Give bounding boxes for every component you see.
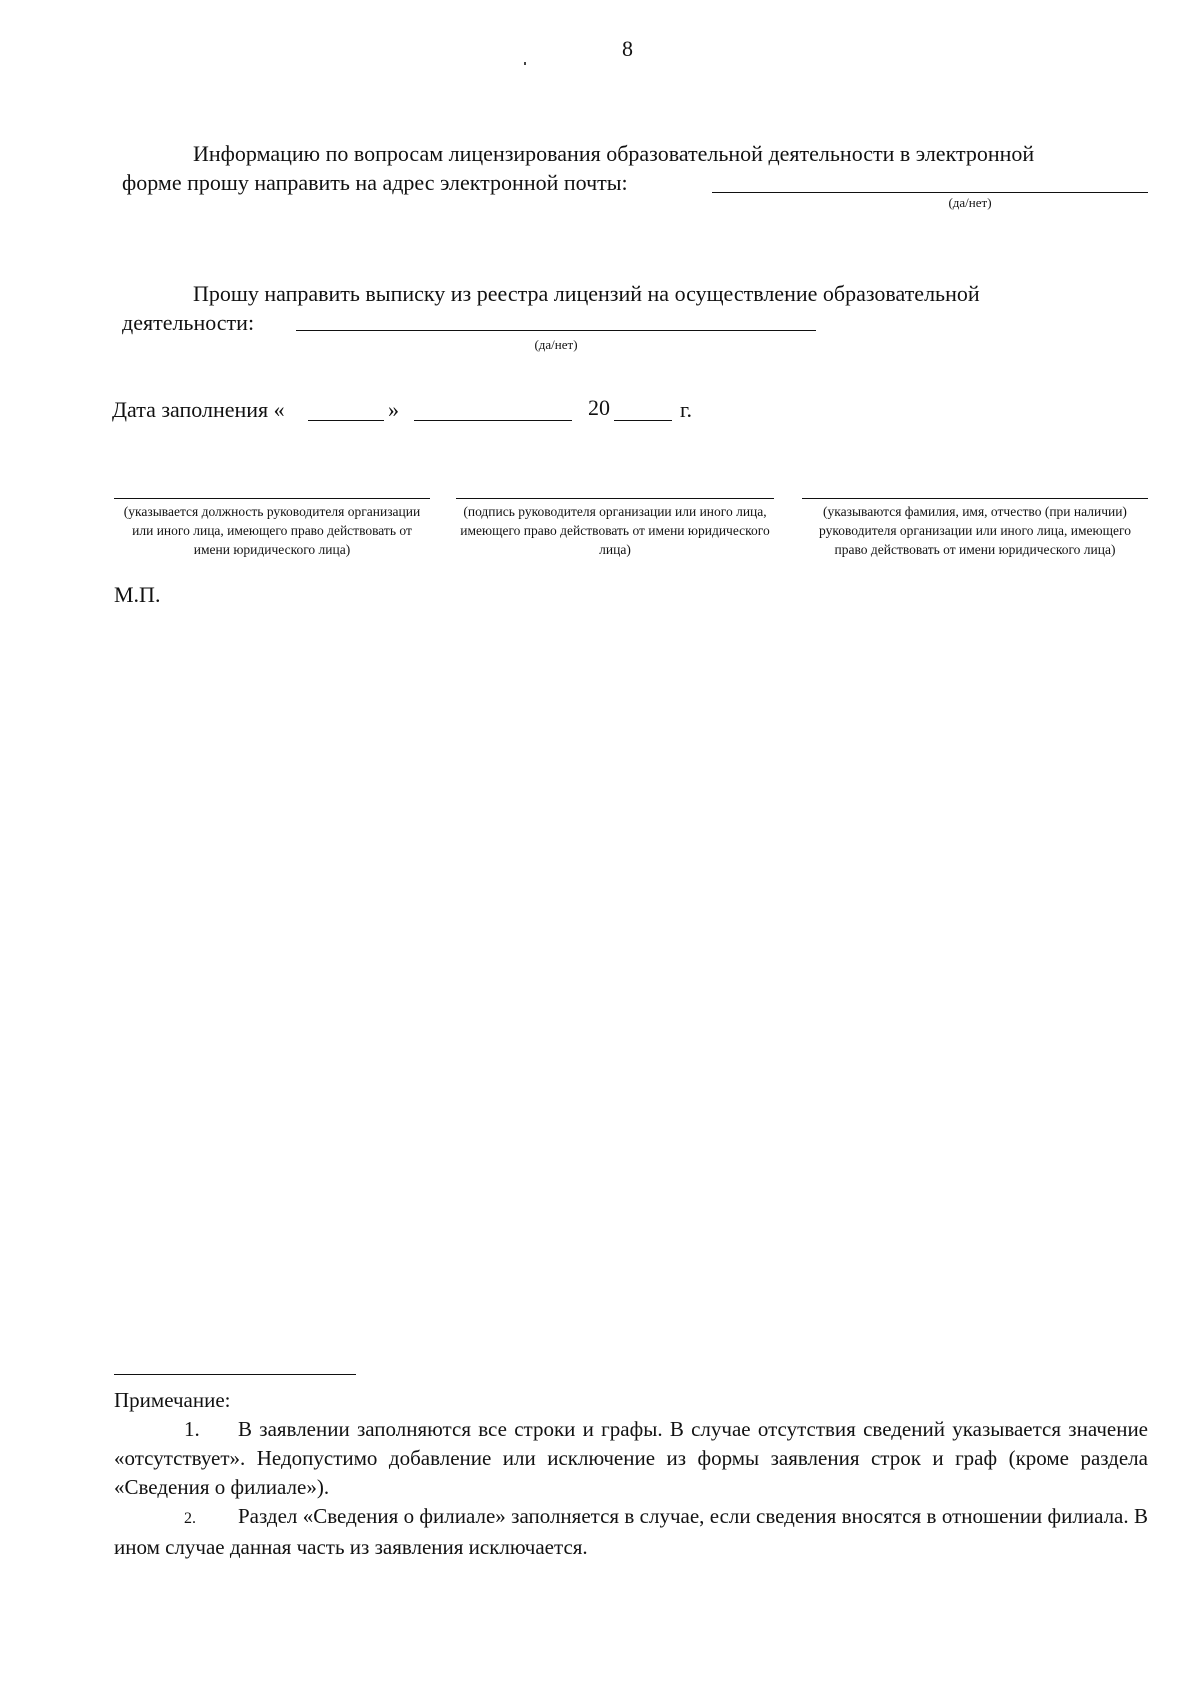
- email-answer-field[interactable]: [712, 192, 1148, 193]
- date-month-field[interactable]: [414, 420, 572, 421]
- note-number: 2.: [184, 1510, 196, 1527]
- position-caption: (указывается должность руководителя организации или иного лица, имеющего право действовать от имени юридического лица): [123, 504, 421, 557]
- extract-request-line1: Прошу направить выписку из реестра лицензий на осуществление образовательной: [193, 281, 980, 306]
- date-year-field[interactable]: [614, 420, 672, 421]
- signature-caption: (подпись руководителя организации или иного лица, имеющего право действовать от имени юридического лица): [460, 504, 770, 557]
- note-item-1: [114, 1415, 1148, 1502]
- notes-title: Примечание:: [114, 1388, 231, 1412]
- extract-answer-field[interactable]: [296, 330, 816, 331]
- extract-answer-hint: (да/нет): [534, 337, 578, 352]
- stamp-label: М.П.: [114, 582, 161, 607]
- date-year-suffix: г.: [680, 397, 693, 422]
- fullname-signature-line[interactable]: [802, 498, 1148, 499]
- date-close-quote: »: [388, 397, 399, 422]
- date-day-field[interactable]: [308, 420, 384, 421]
- date-label: Дата заполнения «: [112, 397, 285, 422]
- note-text: В заявлении заполняются все строки и графы. В случае отсутствия сведений указывается значение «отсутствует». Недопустимо добавление или исключение из формы заявления строк и граф (кроме раздела «Сведения о филиале»).: [114, 1417, 1148, 1499]
- date-year-prefix: 20: [588, 395, 610, 420]
- note-number: 1.: [184, 1417, 200, 1441]
- signature-line[interactable]: [456, 498, 774, 499]
- note-text: Раздел «Сведения о филиале» заполняется в случае, если сведения вносятся в отношении филиала. В ином случае данная часть из заявления исключается.: [114, 1504, 1148, 1559]
- fullname-caption: (указываются фамилия, имя, отчество (при наличии) руководителя организации или иного лица, имеющего право действовать от имени юридического лица): [819, 504, 1131, 557]
- email-request-line2: форме прошу направить на адрес электронной почты:: [122, 170, 628, 195]
- scan-speck: [524, 62, 526, 65]
- footnote-separator: [114, 1374, 356, 1375]
- page-number: 8: [622, 36, 633, 61]
- email-request-line1: Информацию по вопросам лицензирования образовательной деятельности в электронной: [193, 141, 1035, 166]
- email-answer-hint: (да/нет): [948, 195, 992, 210]
- position-signature-line[interactable]: [114, 498, 430, 499]
- note-item-2: [114, 1502, 1148, 1562]
- extract-request-line2: деятельности:: [122, 310, 255, 335]
- notes-section: [114, 1386, 1148, 1562]
